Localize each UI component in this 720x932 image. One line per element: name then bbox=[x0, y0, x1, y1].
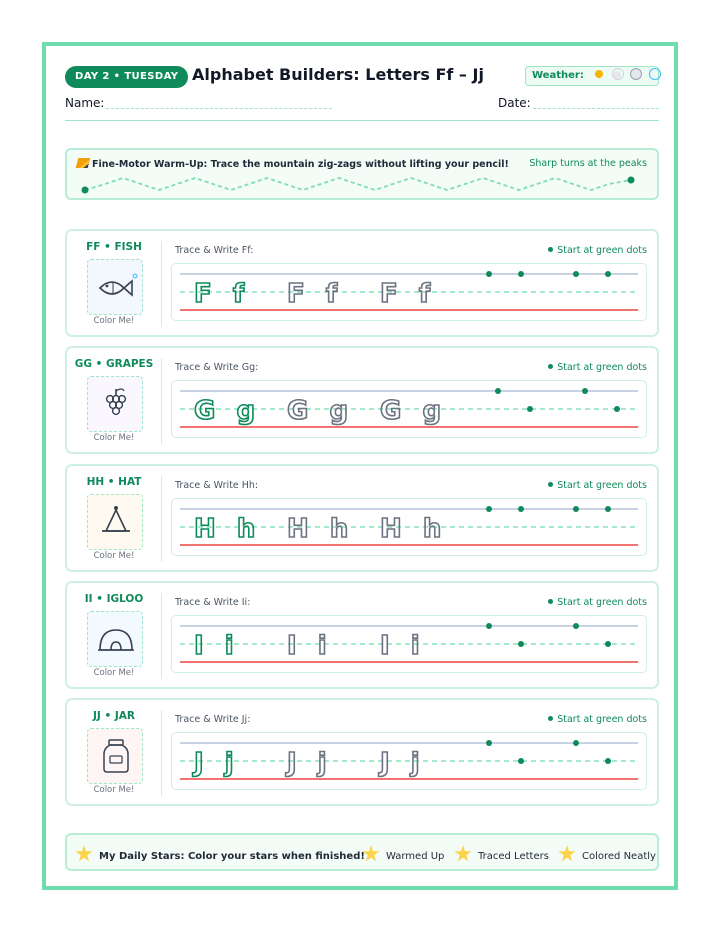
letter-row-hh bbox=[65, 464, 659, 572]
hat-icon bbox=[88, 495, 144, 551]
weather-box bbox=[525, 66, 659, 86]
star-warmed-up[interactable]: Warmed Up bbox=[362, 845, 444, 863]
trace-letter-pair[interactable]: F f bbox=[194, 279, 246, 309]
handwriting-lines[interactable] bbox=[171, 263, 647, 321]
pencil-icon bbox=[76, 158, 91, 168]
name-field[interactable] bbox=[106, 108, 332, 109]
star-icon bbox=[75, 845, 93, 863]
trace-letter-pair[interactable]: H h bbox=[380, 514, 443, 544]
fish-icon bbox=[88, 260, 144, 316]
start-dot bbox=[486, 271, 492, 277]
star-colored-neatly[interactable]: Colored Neatly bbox=[558, 845, 656, 863]
day-badge: DAY 2 • TUESDAY bbox=[65, 66, 188, 88]
row-title: HH • HAT bbox=[86, 476, 142, 488]
trace-letter-pair[interactable]: H h bbox=[287, 514, 350, 544]
color-me-caption: Color Me! bbox=[93, 785, 135, 795]
cloud-icon[interactable] bbox=[612, 68, 624, 80]
color-me-caption: Color Me! bbox=[93, 316, 135, 326]
header-divider bbox=[65, 120, 659, 121]
handwriting-lines[interactable] bbox=[171, 498, 647, 556]
trace-letter-pair[interactable]: J j bbox=[380, 748, 421, 778]
start-dot bbox=[605, 271, 611, 277]
coloring-picture[interactable] bbox=[87, 259, 143, 315]
warmup-title: Fine-Motor Warm-Up: Trace the mountain zig-zags without lifting your pencil! bbox=[77, 158, 509, 170]
start-dot bbox=[518, 641, 524, 647]
igloo-icon bbox=[88, 612, 144, 668]
start-dot bbox=[486, 623, 492, 629]
start-hint: Start at green dots bbox=[548, 245, 647, 256]
warmup-hint: Sharp turns at the peaks bbox=[529, 158, 647, 169]
trace-label: Trace & Write Ii: bbox=[175, 597, 251, 608]
start-dot bbox=[614, 406, 620, 412]
start-dot bbox=[518, 758, 524, 764]
worksheet bbox=[42, 42, 678, 890]
trace-letter-pair[interactable]: G g bbox=[194, 396, 257, 426]
start-dot bbox=[605, 758, 611, 764]
sun-icon[interactable] bbox=[593, 68, 605, 80]
star-traced-letters[interactable]: Traced Letters bbox=[454, 845, 549, 863]
letter-row-jj bbox=[65, 698, 659, 806]
trace-label: Trace & Write Hh: bbox=[175, 480, 259, 491]
coloring-picture[interactable] bbox=[87, 611, 143, 667]
trace-letter-pair[interactable]: J j bbox=[194, 748, 235, 778]
trace-letter-pair[interactable]: G g bbox=[380, 396, 443, 426]
letter-row-gg bbox=[65, 346, 659, 454]
trace-letter-pair[interactable]: F f bbox=[380, 279, 432, 309]
handwriting-lines[interactable] bbox=[171, 732, 647, 790]
start-dot bbox=[486, 740, 492, 746]
start-dot bbox=[495, 388, 501, 394]
start-dot bbox=[605, 641, 611, 647]
stars-title: My Daily Stars: Color your stars when finished! bbox=[75, 845, 365, 863]
row-divider bbox=[161, 358, 162, 444]
handwriting-lines[interactable] bbox=[171, 380, 647, 438]
daily-stars-panel bbox=[65, 833, 659, 871]
row-divider bbox=[161, 710, 162, 796]
letter-row-ff bbox=[65, 229, 659, 337]
start-dot bbox=[527, 406, 533, 412]
start-dot bbox=[518, 271, 524, 277]
page-title: Alphabet Builders: Letters Ff – Jj bbox=[192, 65, 484, 84]
trace-letter-pair[interactable]: I i bbox=[380, 631, 421, 661]
row-divider bbox=[161, 241, 162, 327]
start-dot bbox=[582, 388, 588, 394]
start-dot bbox=[573, 740, 579, 746]
coloring-picture[interactable] bbox=[87, 728, 143, 784]
rain-icon[interactable] bbox=[630, 68, 642, 80]
start-dot bbox=[573, 623, 579, 629]
color-me-caption: Color Me! bbox=[93, 551, 135, 561]
coloring-picture[interactable] bbox=[87, 494, 143, 550]
snow-icon[interactable] bbox=[649, 68, 661, 80]
jar-icon bbox=[88, 729, 144, 785]
weather-label: Weather: bbox=[532, 70, 584, 81]
start-hint: Start at green dots bbox=[548, 480, 647, 491]
trace-label: Trace & Write Jj: bbox=[175, 714, 251, 725]
row-divider bbox=[161, 593, 162, 679]
row-title: JJ • JAR bbox=[93, 710, 135, 722]
star-icon[interactable] bbox=[362, 845, 380, 863]
trace-label: Trace & Write Ff: bbox=[175, 245, 254, 256]
coloring-picture[interactable] bbox=[87, 376, 143, 432]
start-hint: Start at green dots bbox=[548, 714, 647, 725]
zigzag-end-dot bbox=[628, 177, 635, 184]
grapes-icon bbox=[88, 377, 144, 433]
trace-letter-pair[interactable]: G g bbox=[287, 396, 350, 426]
letter-row-ii bbox=[65, 581, 659, 689]
row-title: II • IGLOO bbox=[84, 593, 144, 605]
date-field[interactable] bbox=[533, 108, 659, 109]
trace-letter-pair[interactable]: J j bbox=[287, 748, 328, 778]
start-dot bbox=[518, 506, 524, 512]
start-dot bbox=[486, 506, 492, 512]
trace-letter-pair[interactable]: I i bbox=[194, 631, 235, 661]
star-icon[interactable] bbox=[454, 845, 472, 863]
row-title: GG • GRAPES bbox=[74, 358, 154, 370]
trace-letter-pair[interactable]: I i bbox=[287, 631, 328, 661]
row-title: FF • FISH bbox=[86, 241, 142, 253]
name-label: Name: bbox=[65, 96, 105, 110]
trace-label: Trace & Write Gg: bbox=[175, 362, 259, 373]
trace-letter-pair[interactable]: F f bbox=[287, 279, 339, 309]
start-dot bbox=[573, 506, 579, 512]
start-hint: Start at green dots bbox=[548, 597, 647, 608]
zigzag-trace-path[interactable] bbox=[75, 168, 653, 198]
zigzag-start-dot bbox=[82, 187, 89, 194]
start-dot bbox=[605, 506, 611, 512]
color-me-caption: Color Me! bbox=[93, 668, 135, 678]
start-hint: Start at green dots bbox=[548, 362, 647, 373]
handwriting-lines[interactable] bbox=[171, 615, 647, 673]
star-icon[interactable] bbox=[558, 845, 576, 863]
start-dot bbox=[573, 271, 579, 277]
warmup-panel bbox=[65, 148, 659, 200]
date-label: Date: bbox=[498, 96, 531, 110]
color-me-caption: Color Me! bbox=[93, 433, 135, 443]
row-divider bbox=[161, 476, 162, 562]
trace-letter-pair[interactable]: H h bbox=[194, 514, 257, 544]
